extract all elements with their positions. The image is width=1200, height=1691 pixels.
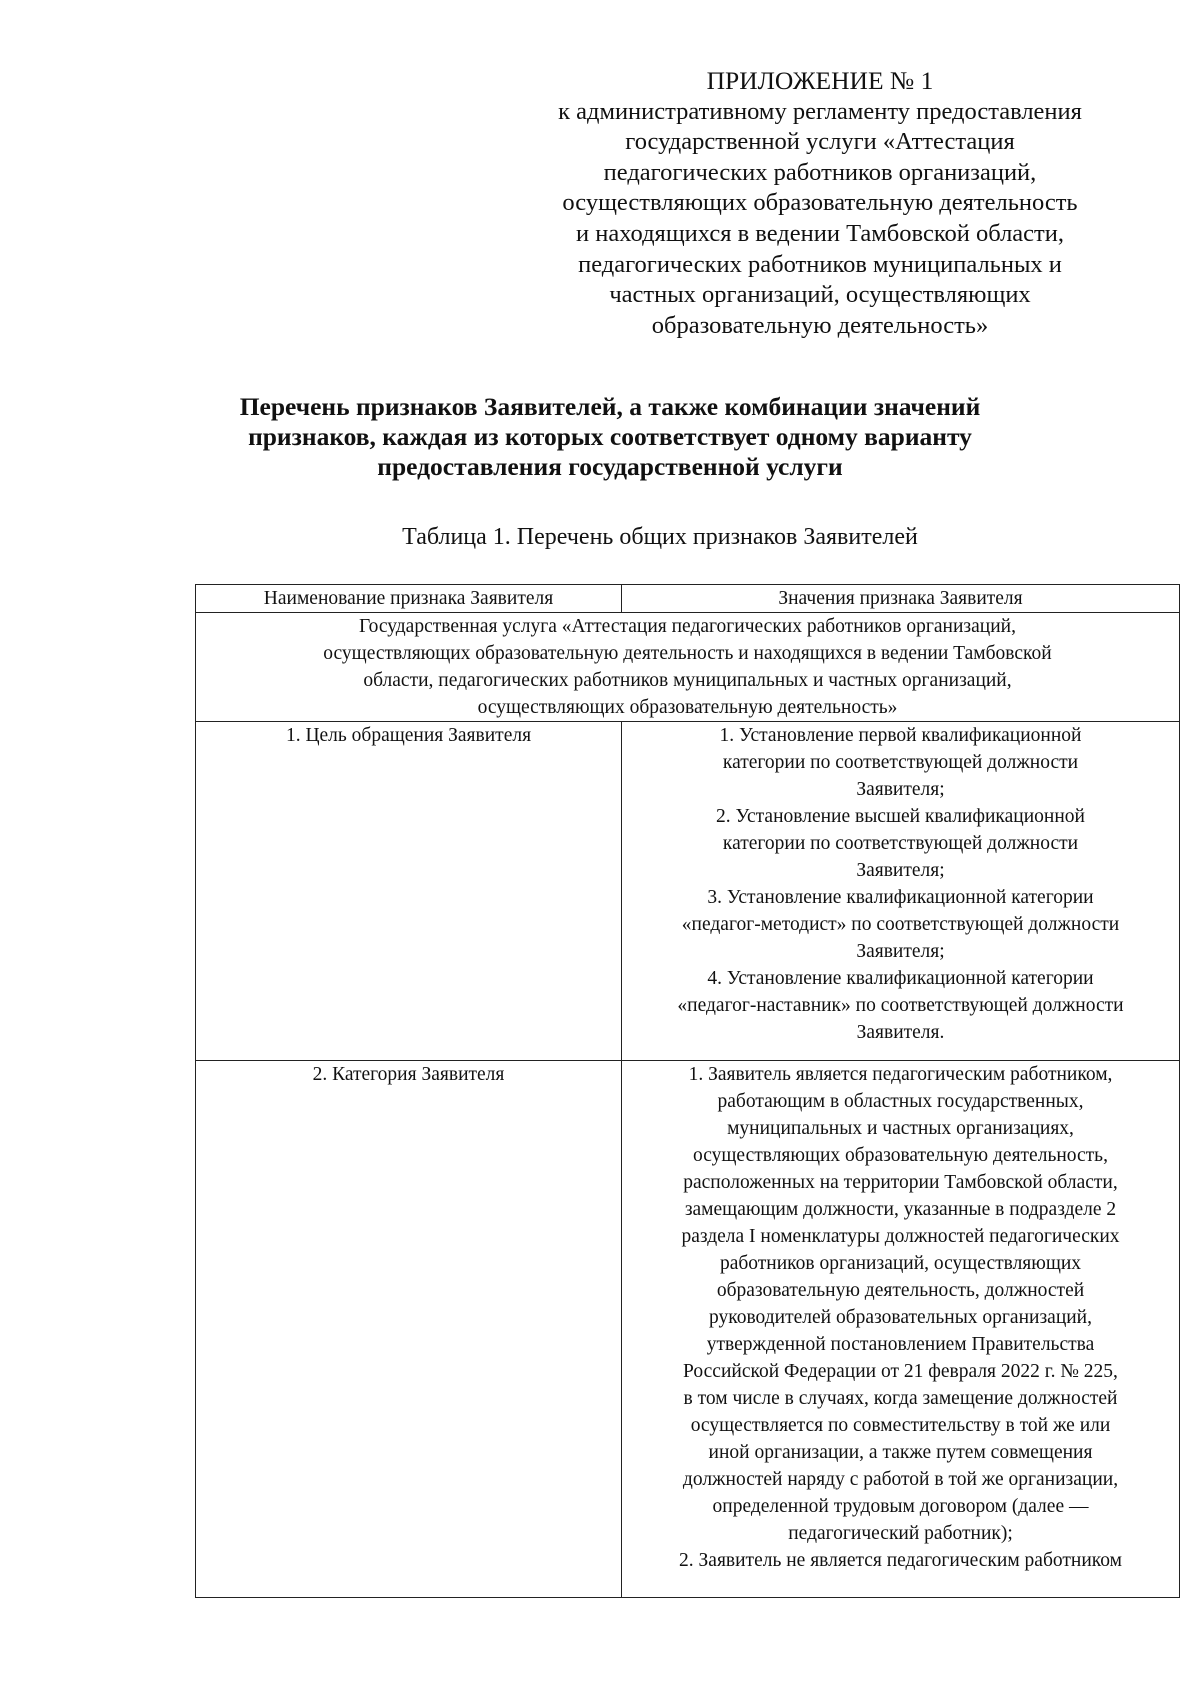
value-line: иной организации, а также путем совмещения [708,1442,1093,1463]
value-item [624,803,1177,884]
applicant-criteria-table [195,584,1180,1598]
service-name-cell [196,613,1180,722]
service-line: области, педагогических работников муниципальных и частных организаций, [363,670,1012,691]
value-line: Заявителя. [856,1022,945,1043]
value-item [624,1547,1177,1574]
value-line: 1. Установление первой квалификационной [719,725,1082,746]
service-line: осуществляющих образовательную деятельность» [477,697,898,718]
header-criterion-name: Наименование признака Заявителя [196,585,622,613]
value-line: 2. Установление высшей квалификационной [716,806,1085,827]
value-line: Заявителя; [856,779,945,800]
document-title-line: предоставления государственной услуги [377,452,843,481]
value-line: категории по соответствующей должности [722,752,1079,773]
document-title-line: Перечень признаков Заявителей, а также комбинации значений [239,392,981,421]
value-line: муниципальных и частных организациях, [727,1118,1074,1139]
value-line: должностей наряду с работой в той же организации, [682,1469,1119,1490]
service-line: осуществляющих образовательную деятельность и находящихся в ведении Тамбовской [323,643,1052,664]
value-item [624,884,1177,965]
value-item [624,722,1177,803]
appendix-line: государственной услуги «Аттестация [625,128,1015,156]
value-line: осуществляется по совместительству в той же или [690,1415,1111,1436]
service-line: Государственная услуга «Аттестация педагогических работников организаций, [359,616,1016,637]
value-item [624,965,1177,1046]
value-line: руководителей образовательных организаций, [708,1307,1092,1328]
value-line: педагогический работник); [788,1523,1013,1544]
appendix-heading: ПРИЛОЖЕНИЕ № 1 [706,66,934,95]
appendix-line: к административному регламенту предоставления [558,97,1082,125]
appendix-line: образовательную деятельность» [651,311,989,339]
value-line: Заявителя; [856,860,945,881]
appendix-line: частных организаций, осуществляющих [609,281,1031,309]
value-line: определенной трудовым договором (далее — [712,1496,1089,1517]
appendix-line: и находящихся в ведении Тамбовской области, [576,219,1064,247]
value-line: «педагог-методист» по соответствующей должности [681,914,1120,935]
header-criterion-values: Значения признака Заявителя [622,585,1180,613]
value-line: осуществляющих образовательную деятельность, [693,1145,1108,1166]
criterion-values-cell [622,722,1180,1061]
criterion-values-cell [622,1061,1180,1598]
document-title-line: признаков, каждая из которых соответствует одному варианту [248,422,972,451]
value-line: 3. Установление квалификационной категории [707,887,1094,908]
value-line: Заявителя; [856,941,945,962]
appendix-line: педагогических работников муниципальных и [578,250,1062,278]
value-line: 1. Заявитель является педагогическим работником, [688,1064,1113,1085]
table-header-row [196,585,1180,613]
value-line: категории по соответствующей должности [722,833,1079,854]
value-line: расположенных на территории Тамбовской области, [683,1172,1118,1193]
table-row [196,1061,1180,1598]
criterion-name-cell: 1. Цель обращения Заявителя [196,722,622,1061]
document-title [190,392,1030,482]
appendix-line: осуществляющих образовательную деятельность [562,189,1078,217]
value-line: Российской Федерации от 21 февраля 2022 г. № 225, [683,1361,1118,1382]
value-line: 4. Установление квалификационной категории [707,968,1094,989]
value-line: образовательную деятельность, должностей [716,1280,1085,1301]
criterion-name-cell: 2. Категория Заявителя [196,1061,622,1598]
appendix-header [490,66,1150,341]
value-line: работающим в областных государственных, [717,1091,1084,1112]
value-line: утвержденной постановлением Правительства [706,1334,1095,1355]
value-line: 2. Заявитель не является педагогическим работником [679,1550,1122,1571]
appendix-line: педагогических работников организаций, [603,158,1037,186]
value-line: замещающим должности, указанные в подразделе 2 [684,1199,1117,1220]
table-row [196,722,1180,1061]
table-caption: Таблица 1. Перечень общих признаков Заявителей [402,524,918,550]
value-line: в том числе в случаях, когда замещение должностей [683,1388,1118,1409]
value-line: работников организаций, осуществляющих [719,1253,1082,1274]
value-item [624,1061,1177,1547]
value-line: раздела I номенклатуры должностей педагогических [681,1226,1120,1247]
value-line: «педагог-наставник» по соответствующей должности [677,995,1124,1016]
service-row [196,613,1180,722]
